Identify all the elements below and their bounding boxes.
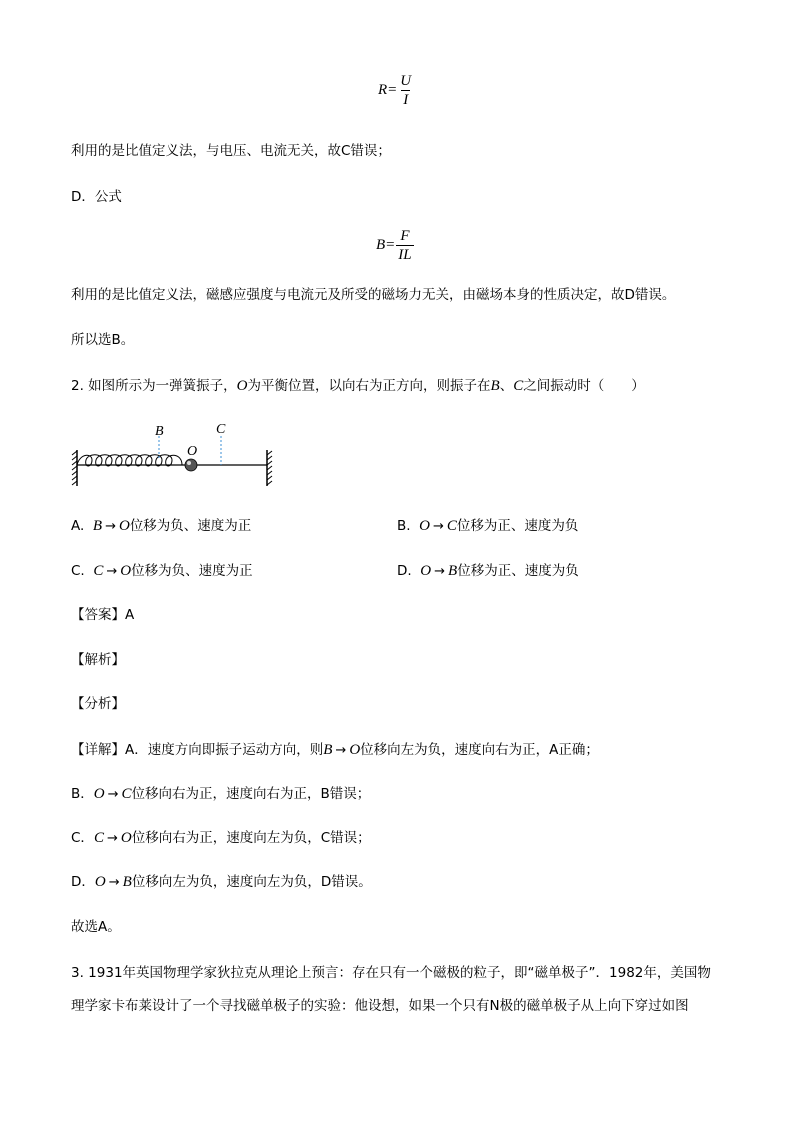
oscillator-ball [185,459,197,471]
question-3-line-1: 3. 1931年英国物理学家狄拉克从理论上预言：存在只有一个磁极的粒子，即“磁单极子”．1982年，美国物 [71,965,711,981]
question-2-stem: 2. 如图所示为一弹簧振子，O为平衡位置，以向右为正方向，则振子在B、C之间振动时（ ） [71,378,645,394]
paragraph-d-label: D．公式 [71,189,122,205]
question-3-line-2: 理学家卡布莱设计了一个寻找磁单极子的实验：他设想，如果一个只有N极的磁单极子从上向下穿过如图 [71,998,689,1014]
fraction [398,73,413,108]
formula-b-equals-f-over-il [376,228,414,263]
detail-d: D．O → B位移向左为负，速度向左为负，D错误。 [71,874,372,890]
answer-value: A [125,607,135,623]
label-c: C [216,422,226,437]
fraction [396,228,413,263]
option-c[interactable]: C. C → O位移为负、速度为正 [71,563,253,579]
detail-b: B．O → C位移向右为正，速度向右为正，B错误； [71,786,371,802]
detail-c: C．C → O位移向右为正，速度向左为负，C错误； [71,830,371,846]
label-b: B [155,424,164,439]
option-a[interactable]: A. B → O位移为负、速度为正 [71,518,252,534]
label-o: O [187,444,198,459]
option-b[interactable]: B. O → C位移为正、速度为负 [397,518,579,534]
formula-lhs: R= [378,82,398,98]
paragraph-d-conclusion: 利用的是比值定义法，磁感应强度与电流元及所受的磁场力无关，由磁场本身的性质决定，故D错误。 [71,287,676,303]
paragraph-select-b: 所以选B。 [71,332,135,348]
final-choice: 故选A。 [71,919,121,935]
option-d[interactable]: D. O → B位移为正、速度为负 [397,563,579,579]
numerator: U [400,73,412,89]
detail-a: 【详解】A．速度方向即振子运动方向，则B → O位移向左为负，速度向右为正，A正确； [71,742,599,758]
denominator: I [403,92,409,108]
answer-line [71,605,134,625]
spring-oscillator-figure [70,420,290,490]
spring [77,455,186,466]
formula-r-equals-u-over-i [378,73,413,108]
formula-lhs: B= [376,237,396,253]
analysis-label: 【解析】 [71,652,125,668]
paragraph-c-conclusion: 利用的是比值定义法，与电压、电流无关，故C错误； [71,143,391,159]
answer-label: 【答案】 [71,607,125,623]
numerator: F [400,228,410,244]
denominator: IL [398,247,412,263]
fenxi-label: 【分析】 [71,696,125,712]
